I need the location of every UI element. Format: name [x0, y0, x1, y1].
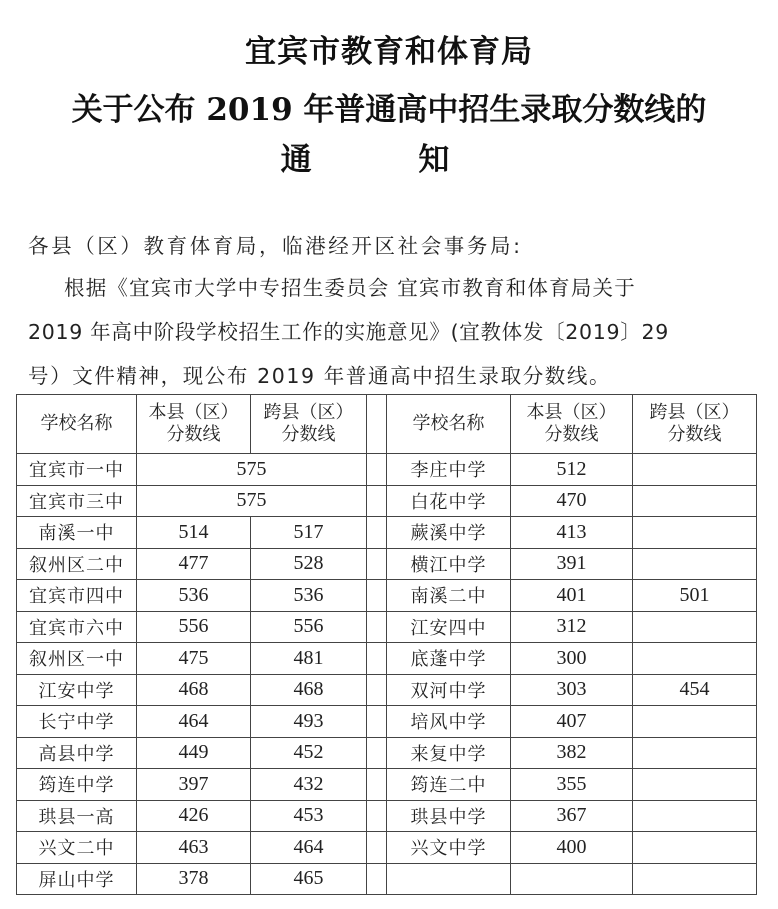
cross-score: 465: [251, 863, 367, 895]
local-score: 397: [137, 769, 251, 801]
school-name: 宜宾市三中: [17, 485, 137, 517]
cross-score: 556: [251, 611, 367, 643]
table-row: [17, 580, 757, 612]
local-score: [511, 863, 633, 895]
cross-score: [633, 800, 757, 832]
local-score: 426: [137, 800, 251, 832]
cross-score: [633, 454, 757, 486]
school-name: 宜宾市四中: [17, 580, 137, 612]
table-separator: [367, 395, 387, 454]
table-row: [17, 674, 757, 706]
local-score: 468: [137, 674, 251, 706]
table-separator: [367, 548, 387, 580]
local-score: 400: [511, 832, 633, 864]
table-separator: [367, 454, 387, 486]
table-row: [17, 769, 757, 801]
school-name: 宜宾市一中: [17, 454, 137, 486]
cross-score: 481: [251, 643, 367, 675]
cross-score: [633, 517, 757, 549]
local-score: 367: [511, 800, 633, 832]
header-score-label: 分数线: [667, 424, 722, 445]
table-separator: [367, 863, 387, 895]
school-name: 江安中学: [17, 674, 137, 706]
header-local-score-right: [511, 395, 633, 454]
header-score-label: 分数线: [544, 424, 599, 445]
table-separator: [367, 611, 387, 643]
local-score: 391: [511, 548, 633, 580]
school-name: 兴文二中: [17, 832, 137, 864]
notice-title-line-1: 宜宾市教育和体育局: [245, 34, 533, 70]
body-line-1: 根据《宜宾市大学中专招生委员会 宜宾市教育和体育局关于: [64, 276, 636, 300]
school-name: 珙县中学: [387, 800, 511, 832]
cross-score: [633, 706, 757, 738]
table-separator: [367, 832, 387, 864]
table-separator: [367, 769, 387, 801]
school-name: 南溪二中: [387, 580, 511, 612]
school-name: 南溪一中: [17, 517, 137, 549]
local-score: 536: [137, 580, 251, 612]
header-cross-label: 跨县（区）: [649, 402, 740, 423]
school-name: 宜宾市六中: [17, 611, 137, 643]
school-name: 培风中学: [387, 706, 511, 738]
notice-title-line-3: 通 知: [280, 142, 498, 178]
local-score: 382: [511, 737, 633, 769]
table-row: [17, 863, 757, 895]
local-score: 464: [137, 706, 251, 738]
local-score: 463: [137, 832, 251, 864]
school-name: 筠连中学: [17, 769, 137, 801]
cross-score: [633, 863, 757, 895]
table-row: [17, 548, 757, 580]
local-score: 303: [511, 674, 633, 706]
local-score: 470: [511, 485, 633, 517]
score-table: [16, 394, 757, 895]
table-separator: [367, 580, 387, 612]
school-name: [387, 863, 511, 895]
table-separator: [367, 485, 387, 517]
table-separator: [367, 643, 387, 675]
school-name: 李庄中学: [387, 454, 511, 486]
school-name: 来复中学: [387, 737, 511, 769]
school-name: 屏山中学: [17, 863, 137, 895]
local-score: 477: [137, 548, 251, 580]
body-line-3: 号）文件精神，现公布 2019 年普通高中招生录取分数线。: [28, 364, 612, 388]
header-cross-label: 跨县（区）: [263, 402, 354, 423]
school-name: 蕨溪中学: [387, 517, 511, 549]
cross-score: [633, 485, 757, 517]
cross-score: 464: [251, 832, 367, 864]
cross-score: 453: [251, 800, 367, 832]
local-score: 407: [511, 706, 633, 738]
cross-score: [633, 548, 757, 580]
local-score: 556: [137, 611, 251, 643]
school-name: 兴文中学: [387, 832, 511, 864]
body-line-2: 2019 年高中阶段学校招生工作的实施意见》(宜教体发〔2019〕29: [28, 320, 669, 344]
table-row: [17, 485, 757, 517]
header-local-score-left: [137, 395, 251, 454]
merged-score: 575: [137, 454, 367, 486]
cross-score: 452: [251, 737, 367, 769]
school-name: 白花中学: [387, 485, 511, 517]
school-name: 横江中学: [387, 548, 511, 580]
table-header-row: [17, 395, 757, 454]
cross-score: [633, 643, 757, 675]
local-score: 401: [511, 580, 633, 612]
table-row: [17, 643, 757, 675]
cross-score: 501: [633, 580, 757, 612]
local-score: 475: [137, 643, 251, 675]
cross-score: 536: [251, 580, 367, 612]
table-row: [17, 517, 757, 549]
cross-score: 454: [633, 674, 757, 706]
salutation: 各县（区）教育体育局，临港经开区社会事务局:: [28, 234, 523, 258]
header-school-name-left: 学校名称: [17, 395, 137, 454]
table-separator: [367, 517, 387, 549]
cross-score: 468: [251, 674, 367, 706]
local-score: 355: [511, 769, 633, 801]
local-score: 413: [511, 517, 633, 549]
table-separator: [367, 800, 387, 832]
local-score: 312: [511, 611, 633, 643]
school-name: 双河中学: [387, 674, 511, 706]
table-row: [17, 454, 757, 486]
merged-score: 575: [137, 485, 367, 517]
school-name: 筠连二中: [387, 769, 511, 801]
table-separator: [367, 737, 387, 769]
cross-score: 517: [251, 517, 367, 549]
school-name: 江安四中: [387, 611, 511, 643]
header-cross-score-right: [633, 395, 757, 454]
notice-title-line-2: 关于公布 2019 年普通高中招生录取分数线的: [71, 92, 707, 128]
school-name: 珙县一高: [17, 800, 137, 832]
cross-score: [633, 611, 757, 643]
cross-score: 493: [251, 706, 367, 738]
local-score: 514: [137, 517, 251, 549]
school-name: 高县中学: [17, 737, 137, 769]
cross-score: 528: [251, 548, 367, 580]
header-local-label: 本县（区）: [526, 402, 617, 423]
cross-score: [633, 737, 757, 769]
header-cross-score-left: [251, 395, 367, 454]
school-name: 底蓬中学: [387, 643, 511, 675]
table-separator: [367, 706, 387, 738]
header-score-label: 分数线: [281, 424, 336, 445]
cross-score: 432: [251, 769, 367, 801]
header-score-label: 分数线: [166, 424, 221, 445]
cross-score: [633, 769, 757, 801]
local-score: 449: [137, 737, 251, 769]
local-score: 512: [511, 454, 633, 486]
table-row: [17, 832, 757, 864]
cross-score: [633, 832, 757, 864]
table-separator: [367, 674, 387, 706]
table-row: [17, 611, 757, 643]
local-score: 378: [137, 863, 251, 895]
table-row: [17, 800, 757, 832]
table-row: [17, 737, 757, 769]
table-row: [17, 706, 757, 738]
local-score: 300: [511, 643, 633, 675]
header-school-name-right: 学校名称: [387, 395, 511, 454]
header-local-label: 本县（区）: [148, 402, 239, 423]
school-name: 叙州区二中: [17, 548, 137, 580]
school-name: 叙州区一中: [17, 643, 137, 675]
school-name: 长宁中学: [17, 706, 137, 738]
